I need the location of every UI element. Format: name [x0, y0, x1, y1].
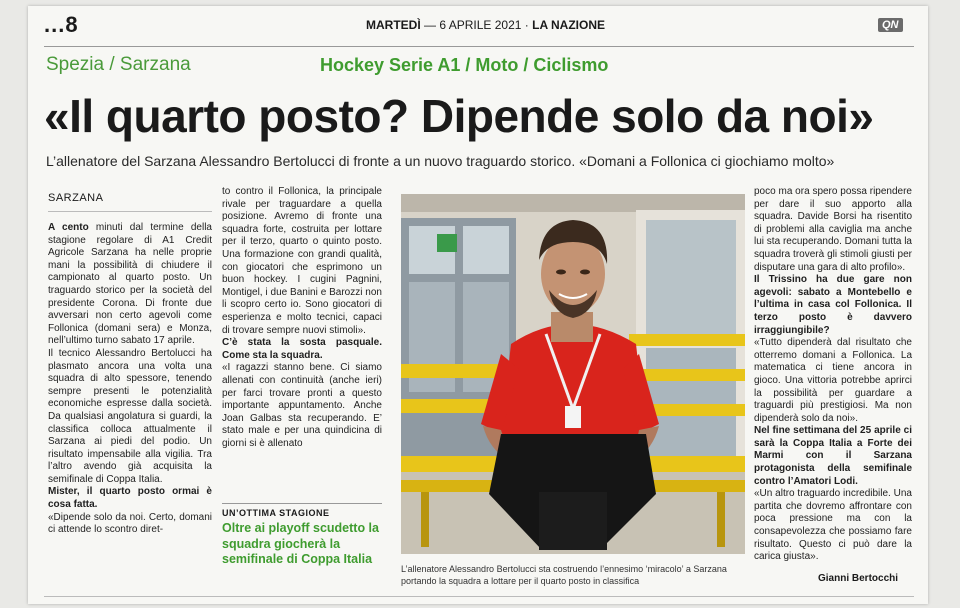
photo-caption: L’allenatore Alessandro Bertolucci sta costruendo l’ennesimo ‘miracolo’ a Sarzana portando la squadra a lottare per il quarto posto in classifica [401, 564, 727, 586]
question [754, 274, 912, 337]
question [222, 337, 382, 362]
author-signature: Gianni Bertocchi [818, 573, 899, 584]
box-title: Oltre ai playoff scudetto la squadra giocherà la semifinale di Coppa Italia [222, 521, 379, 566]
question-text: Nel fine settimana del 25 aprile ci sarà la Coppa Italia a Forte dei Marmi con il Sarzana protagonista della semifinale contro l’Amatori Lodi. [754, 425, 912, 487]
dateline: SARZANA [48, 192, 104, 204]
newspaper-page [28, 6, 928, 604]
photo-illustration [401, 194, 745, 554]
answer: «Un altro traguardo incredibile. Una partita che dovremo affrontare con poca pressione ma con la consapevolezza che possiamo fare risultato. Questo ci può dare la carica giusta». [754, 488, 912, 563]
article-column-2 [222, 186, 382, 450]
paragraph: to contro il Follonica, la principale rivale per traguardare a quella posizione. Avremo di fronte una squadra forte, costruita per lottare per il terzo, quarto o quinto posto. Una formazione con grandi qualità, con giocatori che esprimono un buon hockey. I cugini Pagnini, Montigel, i due Banini e Barozzi non li scopro certo io. Sono giocatori di esperienza e molto tecnici, capaci di trovare sempre nuovi stimoli». [222, 186, 382, 336]
header-divider [44, 46, 914, 47]
box-divider [222, 503, 382, 504]
headline: «Il quarto posto? Dipende solo da noi» [44, 90, 874, 142]
qn-logo: QN [878, 18, 903, 32]
paragraph-text: minuti dal termine della stagione regolare di A1 Credit Agricole Sarzana ha nelle proprie mani la possibilità di chiudere il campionato al quarto posto. Un traguardo storico per la società del presidente Corona. Di fronte due avversari non certo agevoli come Follonica (domani sera) e Monza, nell’ultimo turno sabato 17 aprile. [48, 222, 212, 347]
question-text: Mister, il quarto posto ormai è cosa fatta. [48, 486, 212, 511]
lead-in: A cento [48, 222, 89, 233]
masthead-line [366, 18, 605, 32]
paragraph: Il tecnico Alessandro Bertolucci ha plasmato ancora una volta una squadra di alto spessore, tenendo sempre presenti le potenzialità economiche espresse dalla società. Da qualsiasi angolatura si guardi, la classifica colloca attualmente il Sarzana ai piedi del podio. Un risultato impensabile alla vigilia. Tra l’altro avendo già acquisita la semifinale di Coppa Italia. [48, 347, 212, 485]
masthead-date: 6 APRILE 2021 [439, 18, 522, 32]
page-number: ...8 [44, 12, 79, 37]
box-kicker: UN’OTTIMA STAGIONE [222, 508, 330, 518]
question-text: Il Trissino ha due gare non agevoli: sabato a Montebello e l’ultima in casa col Follonica. Il terzo posto è davvero irraggiungibile? [754, 274, 912, 336]
paragraph [48, 222, 212, 348]
masthead-newspaper: LA NAZIONE [532, 18, 605, 32]
article-column-4 [754, 186, 912, 564]
footer-divider [44, 596, 914, 597]
answer: «Tutto dipenderà dal risultato che otterremo domani a Follonica. La matematica ci tiene ancora in gioco. Una vittoria potrebbe aprirci la possibilità per guardare a traguardi più prestigiosi. Ma non dipenderà solo da noi». [754, 337, 912, 424]
dateline-divider [48, 211, 212, 212]
answer: «I ragazzi stanno bene. Ci siamo allenati con continuità (anche ieri) per farci trovare pronti a questo importante appuntamento. Anche Joan Galbas sta recuperando. E’ stato male e per una quindicina di giorni si è allenato [222, 362, 382, 449]
paragraph: poco ma ora spero possa ripendere per dare il suo apporto alla squadra. Davide Borsi ha risentito di problemi alla caviglia ma anche lui sta recuperando. Domani tutta la squadra troverà gli stimoli giusti per disputare una gara di alto profilo». [754, 186, 912, 273]
masthead-dot: · [524, 18, 529, 32]
section-label: Spezia / Sarzana [46, 54, 191, 75]
coach-photo [401, 194, 745, 554]
subheadline: L’allenatore del Sarzana Alessandro Bertolucci di fronte a un nuovo traguardo storico. «Domani a Follonica ci giochiamo molto» [46, 153, 835, 169]
answer: «Dipende solo da noi. Certo, domani ci attende lo scontro diret- [48, 511, 212, 536]
masthead-day: MARTEDÌ [366, 18, 421, 32]
article-column-1 [48, 222, 212, 537]
question [754, 425, 912, 488]
question [48, 486, 212, 511]
question-text: C’è stata la sosta pasquale. Come sta la squadra. [222, 337, 382, 361]
masthead-separator: — [424, 18, 437, 32]
category-label: Hockey Serie A1 / Moto / Ciclismo [320, 55, 609, 75]
